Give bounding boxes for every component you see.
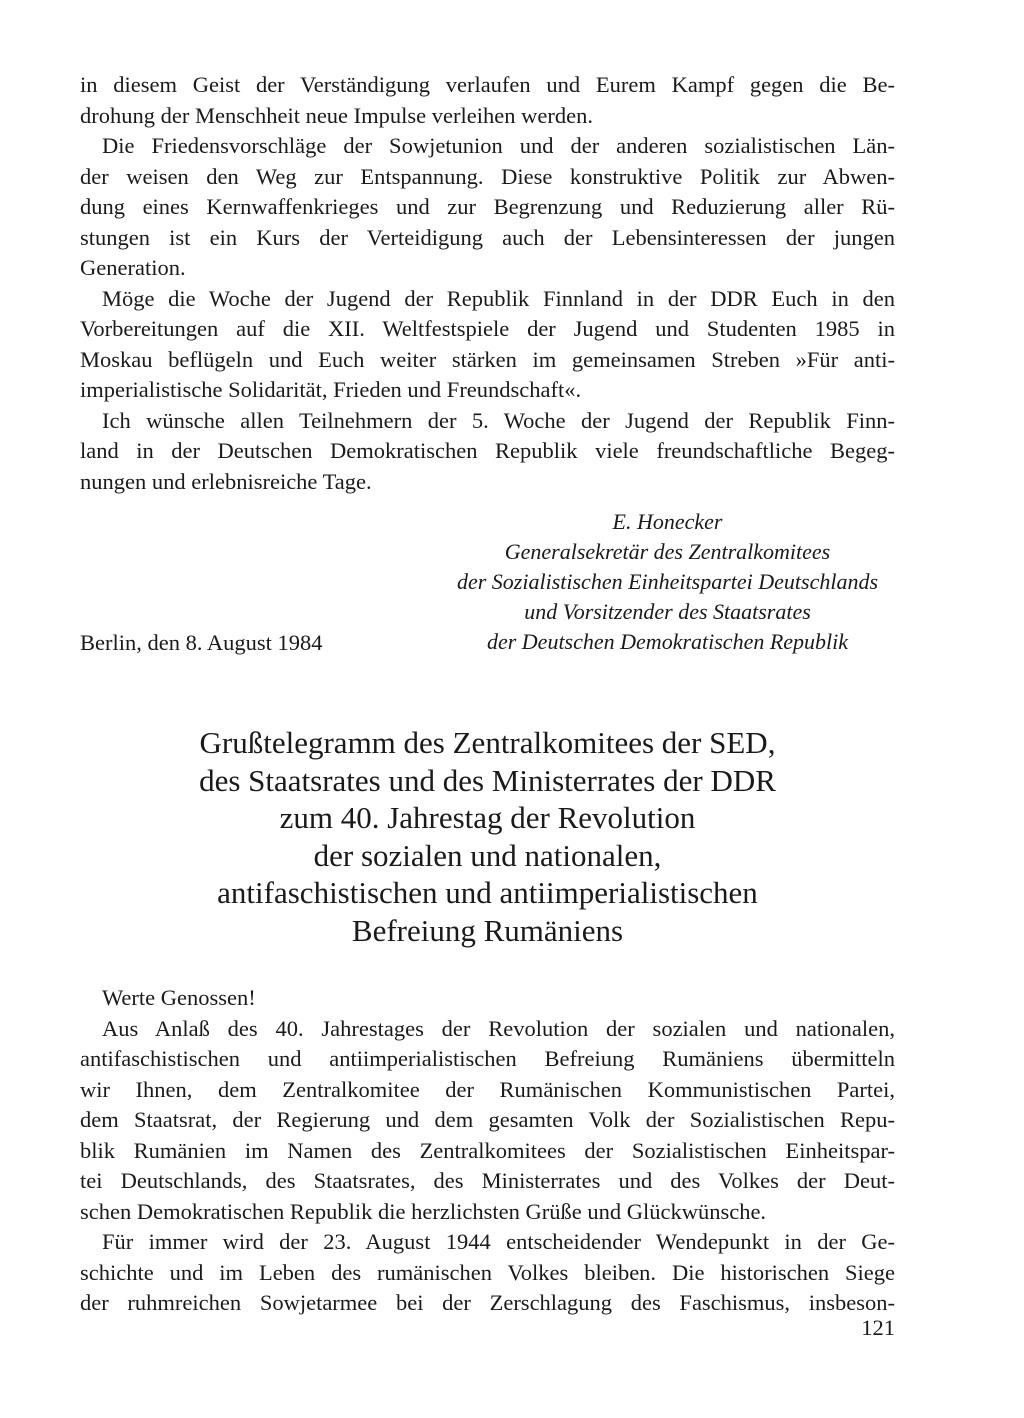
signature-title: Generalsekretär des Zentralkomitees — [504, 539, 831, 564]
signature-name: E. Honecker — [612, 509, 723, 534]
heading-line: Befreiung Rumäniens — [351, 912, 624, 948]
text-line: dem Staatsrat, der Regierung und dem gesamten Volk der Sozialistischen Repu- — [80, 1107, 895, 1132]
text-line: Die Friedensvorschläge der Sowjetunion und der anderen sozialistischen Län- — [102, 133, 895, 158]
paragraph — [80, 284, 895, 406]
page-number: 121 — [861, 1315, 895, 1340]
text-line: Generation. — [80, 255, 186, 280]
text-line: imperialistische Solidarität, Frieden und Freundschaft«. — [80, 377, 582, 402]
heading-line: zum 40. Jahrestag der Revolution — [279, 800, 696, 835]
paragraph — [80, 1227, 895, 1319]
text-line: schichte und im Leben des rumänischen Volkes bleiben. Die historischen Siege — [80, 1259, 895, 1285]
text-line: Für immer wird der 23. August 1944 entscheidender Wendepunkt in der Ge- — [102, 1229, 895, 1254]
heading-line: Grußtelegramm des Zentralkomitees der SED, — [199, 725, 776, 760]
text-line: Aus Anlaß des 40. Jahrestages der Revolution der sozialen und nationalen, — [102, 1015, 895, 1041]
text-line: wir Ihnen, dem Zentralkomitee der Rumänischen Kommunistischen Partei, — [80, 1076, 895, 1102]
text-line: drohung der Menschheit neue Impulse verleihen werden. — [80, 102, 593, 128]
paragraph — [80, 70, 895, 131]
text-line: land in der Deutschen Demokratischen Republik viele freundschaftliche Begeg- — [80, 438, 895, 463]
telegram-body — [80, 983, 895, 1319]
text-line: der ruhmreichen Sowjetarmee bei der Zerschlagung des Faschismus, insbeson- — [80, 1290, 895, 1315]
text-line: Ich wünsche allen Teilnehmern der 5. Woche der Jugend der Republik Finn- — [102, 407, 895, 433]
heading-line: der sozialen und nationalen, — [313, 837, 662, 873]
text-line: antifaschistischen und antiimperialistischen Befreiung Rumäniens übermitteln — [80, 1046, 895, 1071]
text-line: stungen ist ein Kurs der Verteidigung auch der Lebensinteressen der jungen — [80, 224, 895, 250]
place-date: Berlin, den 8. August 1984 — [80, 630, 323, 655]
paragraph — [80, 1014, 895, 1228]
signature-block — [80, 507, 895, 659]
text-line: dung eines Kernwaffenkrieges und zur Begrenzung und Reduzierung aller Rü- — [80, 194, 895, 219]
text-line: nungen und erlebnisreiche Tage. — [80, 468, 372, 494]
text-line: Moskau beflügeln und Euch weiter stärken im gemeinsamen Streben »Für anti- — [80, 346, 895, 372]
page-body — [80, 70, 895, 1319]
text-line: tei Deutschlands, des Staatsrates, des Ministerrates und des Volkes der Deut- — [80, 1168, 895, 1193]
text-line: blik Rumänien im Namen des Zentralkomitees der Sozialistischen Einheitspar- — [80, 1137, 895, 1163]
signature-title: der Sozialistischen Einheitspartei Deutschlands — [456, 569, 879, 594]
signature — [440, 507, 895, 657]
text-line: Möge die Woche der Jugend der Republik Finnland in der DDR Euch in den — [102, 285, 895, 311]
salutation: Werte Genossen! — [102, 985, 256, 1010]
text-line: schen Demokratischen Republik die herzlichsten Grüße und Glückwünsche. — [80, 1198, 767, 1224]
signature-title: der Deutschen Demokratischen Republik — [486, 629, 849, 654]
text-line: in diesem Geist der Verständigung verlaufen und Eurem Kampf gegen die Be- — [80, 72, 895, 97]
section-heading — [80, 724, 895, 949]
heading-line: antifaschistischen und antiimperialistischen — [217, 875, 758, 910]
text-line: Vorbereitungen auf die XII. Weltfestspiele der Jugend und Studenten 1985 in — [80, 316, 895, 341]
text-line: der weisen den Weg zur Entspannung. Diese konstruktive Politik zur Abwen- — [80, 163, 895, 189]
paragraph — [80, 406, 895, 498]
heading-line: des Staatsrates und des Ministerrates der DDR — [199, 762, 776, 798]
signature-title: und Vorsitzender des Staatsrates — [524, 599, 811, 624]
paragraph — [80, 131, 895, 284]
